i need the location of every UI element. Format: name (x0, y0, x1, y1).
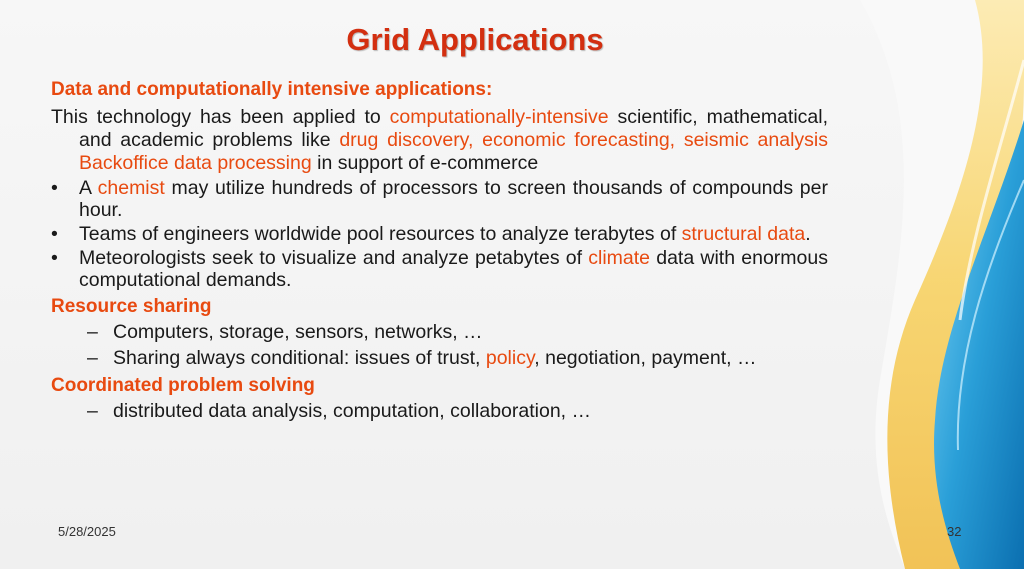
list-item (51, 321, 828, 344)
highlight-text: structural data (681, 223, 806, 245)
slide-body (51, 78, 828, 423)
problem-solving-list (51, 400, 828, 423)
bullet-list (51, 177, 828, 291)
dash-icon: – (87, 347, 98, 369)
list-item (51, 177, 828, 221)
list-item (51, 347, 828, 370)
list-item-text: Sharing always conditional: issues of trust, (113, 347, 486, 369)
slide-title: Grid Applications (346, 22, 604, 57)
page-number: 32 (947, 524, 962, 539)
list-item-text: distributed data analysis, computation, collaboration, … (113, 400, 592, 422)
section-heading-resource-sharing: Resource sharing (51, 296, 212, 317)
highlight-text: chemist (97, 177, 165, 199)
bullet-text: data with enormous computational demands. (79, 247, 828, 291)
list-item (51, 223, 828, 245)
list-item-text: Computers, storage, sensors, networks, … (113, 321, 483, 343)
highlight-text: drug discovery, economic forecasting, seismic analysis Backoffice data processing (79, 129, 828, 174)
bullet-text: A (79, 177, 98, 199)
footer-date: 5/28/2025 (58, 524, 116, 539)
section-heading-data-intensive: Data and computationally intensive applications: (51, 79, 493, 100)
bullet-icon: • (51, 177, 58, 199)
intro-text: scientific, mathematical, and academic problems like (79, 106, 828, 151)
bullet-text: . (805, 223, 811, 245)
resource-sharing-list (51, 321, 828, 370)
list-item (51, 247, 828, 291)
intro-paragraph (51, 106, 828, 175)
bullet-text: Meteorologists seek to visualize and analyze petabytes of (79, 247, 589, 269)
intro-text: This technology has been applied to (51, 106, 390, 128)
dash-icon: – (87, 321, 98, 343)
bullet-text: may utilize hundreds of processors to screen thousands of compounds per hour. (79, 177, 828, 221)
highlight-text: computationally-intensive (389, 106, 609, 128)
list-item-text: , negotiation, payment, … (534, 347, 757, 369)
bullet-text: Teams of engineers worldwide pool resources to analyze terabytes of (79, 223, 682, 245)
intro-text: in support of e-commerce (311, 152, 539, 174)
bullet-icon: • (51, 247, 58, 269)
list-item (51, 400, 828, 423)
bullet-icon: • (51, 223, 58, 245)
highlight-text: climate (588, 247, 651, 269)
highlight-text: policy (485, 347, 535, 369)
dash-icon: – (87, 400, 98, 422)
section-heading-coordinated-problem-solving: Coordinated problem solving (51, 375, 315, 396)
